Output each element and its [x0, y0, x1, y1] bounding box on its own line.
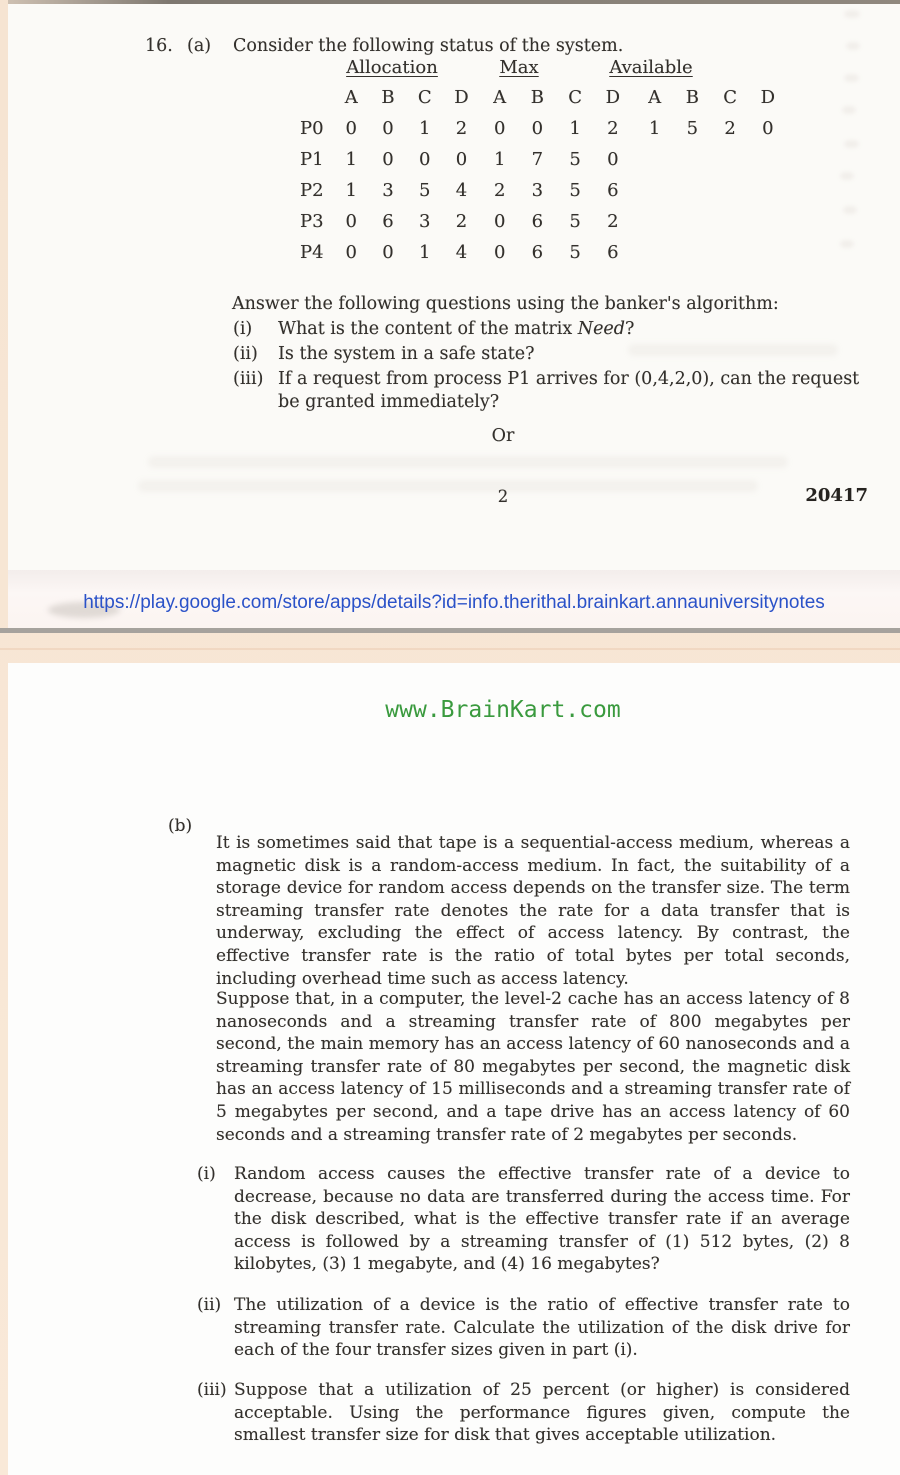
table-cell: 1: [493, 149, 506, 170]
exam-page-top: [8, 4, 900, 633]
table-column-letter: A: [344, 87, 358, 108]
table-cell: 0: [493, 242, 506, 263]
table-group-header-max: Max: [499, 57, 539, 78]
table-cell: 2: [724, 118, 736, 139]
question-text: If a request from process P1 arrives for (0,4,2,0), can the request be granted immediately?: [278, 369, 860, 412]
table-cell: 1: [569, 118, 581, 139]
subquestion-label: (ii): [197, 1295, 222, 1315]
table-group-header-row: [300, 55, 730, 81]
allocation-table: [300, 55, 776, 275]
table-row: [300, 237, 784, 268]
table-cell: 6: [607, 242, 619, 263]
scan-artifact: [840, 240, 854, 248]
question-text-pre: What is the content of the matrix: [278, 319, 578, 339]
table-column-letter: D: [454, 87, 469, 108]
table-row: [300, 113, 784, 144]
table-cell: 0: [607, 149, 619, 170]
answer-intro: Answer the following questions using the banker's algorithm:: [232, 294, 779, 314]
scan-artifact: [628, 344, 838, 356]
table-cell: 0: [382, 242, 394, 263]
table-cell: 2: [607, 211, 619, 232]
question-text: Is the system in a safe state?: [278, 344, 535, 364]
table-cell: 0: [382, 149, 394, 170]
table-cell: 1: [345, 149, 357, 170]
table-cell: 3: [531, 180, 544, 201]
divider-band-seam: [0, 648, 900, 650]
table-cell: 2: [493, 180, 506, 201]
or-separator: Or: [491, 426, 515, 446]
play-store-link[interactable]: https://play.google.com/store/apps/details?id=info.therithal.brainkart.annauniversitynotes: [83, 592, 825, 613]
table-column-letter: C: [723, 87, 737, 108]
scan-top-edge: [8, 0, 900, 4]
table-row: [300, 175, 784, 206]
scan-artifact: [844, 10, 860, 18]
table-row-label: P0: [300, 118, 324, 139]
scan-artifact: [840, 172, 854, 180]
table-column-letter: B: [685, 87, 699, 108]
table-cell: 6: [531, 211, 544, 232]
table-cell: 4: [455, 180, 468, 201]
table-cell: 6: [607, 180, 619, 201]
table-cell: 5: [418, 180, 431, 201]
question-text: [278, 318, 886, 341]
table-group-header-available: Available: [609, 57, 693, 78]
scan-artifact: [844, 74, 859, 82]
url-bar: [8, 570, 900, 628]
table-cell: 5: [569, 211, 581, 232]
exam-page-bottom: [8, 663, 900, 1475]
scan-artifact: [844, 140, 859, 148]
table-cell: 6: [382, 211, 394, 232]
page-number: 2: [497, 487, 509, 506]
table-cell: 0: [531, 118, 544, 139]
table-cell: 2: [607, 118, 619, 139]
table-cell: 0: [493, 211, 506, 232]
table-column-letter: D: [605, 87, 621, 108]
table-row-label: P2: [300, 180, 324, 201]
table-cell: 0: [418, 149, 431, 170]
subquestion-text: The utilization of a device is the ratio of effective transfer rate to streaming transfer rate. Calculate the utilization of the disk drive for each of the four transfer sizes given in part (i).: [234, 1295, 850, 1361]
table-cell: 6: [531, 242, 544, 263]
table-column-letter: D: [760, 87, 776, 108]
table-row: [300, 144, 784, 175]
subquestion-text: Suppose that a utilization of 25 percent (or higher) is considered acceptable. Using the performance figures given, compute the smallest transfer size for disk that gives acceptable utilization.: [234, 1380, 850, 1446]
table-cell: 5: [569, 149, 581, 170]
brainkart-site-label: www.BrainKart.com: [385, 697, 621, 723]
table-column-letter: C: [568, 87, 583, 108]
table-cell: 0: [493, 118, 506, 139]
part-b-section: [168, 815, 852, 1007]
table-cell: 2: [455, 211, 468, 232]
subquestion-ii: [197, 1294, 852, 1362]
table-row: [300, 206, 784, 237]
scan-artifact: [842, 106, 856, 114]
part-a-label: (a): [187, 36, 212, 56]
scan-artifact: [843, 206, 857, 214]
question-label: (iii): [233, 369, 264, 389]
subquestion-iii: [197, 1379, 852, 1447]
table-cell: 1: [648, 118, 661, 139]
table-group-header-allocation: Allocation: [346, 57, 438, 78]
table-column-letter: C: [417, 87, 432, 108]
table-cell: 3: [382, 180, 394, 201]
table-cell: 5: [569, 242, 581, 263]
table-cell: 0: [345, 211, 357, 232]
question-label: (i): [233, 319, 253, 339]
question-text-post: ?: [625, 319, 635, 339]
table-cell: 0: [345, 242, 357, 263]
question-label: (ii): [233, 344, 258, 364]
table-cell: 1: [418, 242, 431, 263]
part-b-label: (b): [168, 816, 193, 836]
subquestion-label: (iii): [197, 1380, 227, 1400]
part-b-paragraph-1: It is sometimes said that tape is a sequential-access medium, whereas a magnetic disk is a random-access medium. In fact, the suitability of a storage device for random access depends on the transfer size. The term streaming transfer rate denotes the rate for a data transfer that is underway, excluding the effect of access latency. By contrast, the effective transfer rate is the ratio of total bytes per total seconds, including overhead time such as access latency.: [216, 833, 850, 989]
question-item-iii: [233, 368, 886, 414]
table-row-label: P4: [300, 242, 324, 263]
scan-artifact: [846, 42, 860, 50]
table-row-label: P3: [300, 211, 324, 232]
question-text-italic: Need: [577, 319, 625, 339]
table-cell: 0: [345, 118, 357, 139]
table-column-letter-row: [300, 82, 784, 113]
question-intro: Consider the following status of the system.: [233, 36, 624, 56]
table-column-letter: A: [493, 87, 507, 108]
question-item-i: [233, 318, 886, 341]
table-cell: 1: [345, 180, 357, 201]
scan-artifact: [138, 480, 758, 492]
subquestion-label: (i): [197, 1164, 216, 1184]
table-column-letter: B: [381, 87, 395, 108]
table-row-label: P1: [300, 149, 324, 170]
table-cell: 0: [762, 118, 774, 139]
table-cell: 0: [382, 118, 394, 139]
table-column-letter: A: [648, 87, 662, 108]
table-cell: 2: [455, 118, 468, 139]
table-cell: 4: [455, 242, 468, 263]
table-cell: 3: [418, 211, 431, 232]
scan-artifact: [148, 456, 788, 468]
table-cell: 0: [455, 149, 468, 170]
scan-bottom-edge: [0, 628, 900, 633]
subquestion-i: [197, 1163, 852, 1276]
table-cell: 1: [418, 118, 431, 139]
table-cell: 5: [569, 180, 581, 201]
part-b-paragraph-2: Suppose that, in a computer, the level-2 cache has an access latency of 8 nanoseconds and a streaming transfer rate of 800 megabytes per second, the main memory has an access latency of 60 nanoseconds and a streaming transfer rate of 80 megabytes per second, the magnetic disk has an access latency of 15 milliseconds and a streaming transfer rate of 5 megabytes per second, and a tape drive has an access latency of 60 seconds and a streaming transfer rate of 2 megabytes per seconds.: [216, 989, 850, 1145]
table-cell: 5: [686, 118, 699, 139]
question-number: 16.: [145, 36, 173, 56]
subquestion-text: Random access causes the effective transfer rate of a device to decrease, because no data are transferred during the access time. For the disk described, what is the effective transfer rate if an average access is followed by a streaming transfer of (1) 512 bytes, (2) 8 kilobytes, (3) 1 megabyte, and (4) 16 megabytes?: [234, 1164, 850, 1275]
exam-code: 20417: [805, 485, 868, 506]
table-column-letter: B: [530, 87, 545, 108]
table-cell: 7: [531, 149, 544, 170]
